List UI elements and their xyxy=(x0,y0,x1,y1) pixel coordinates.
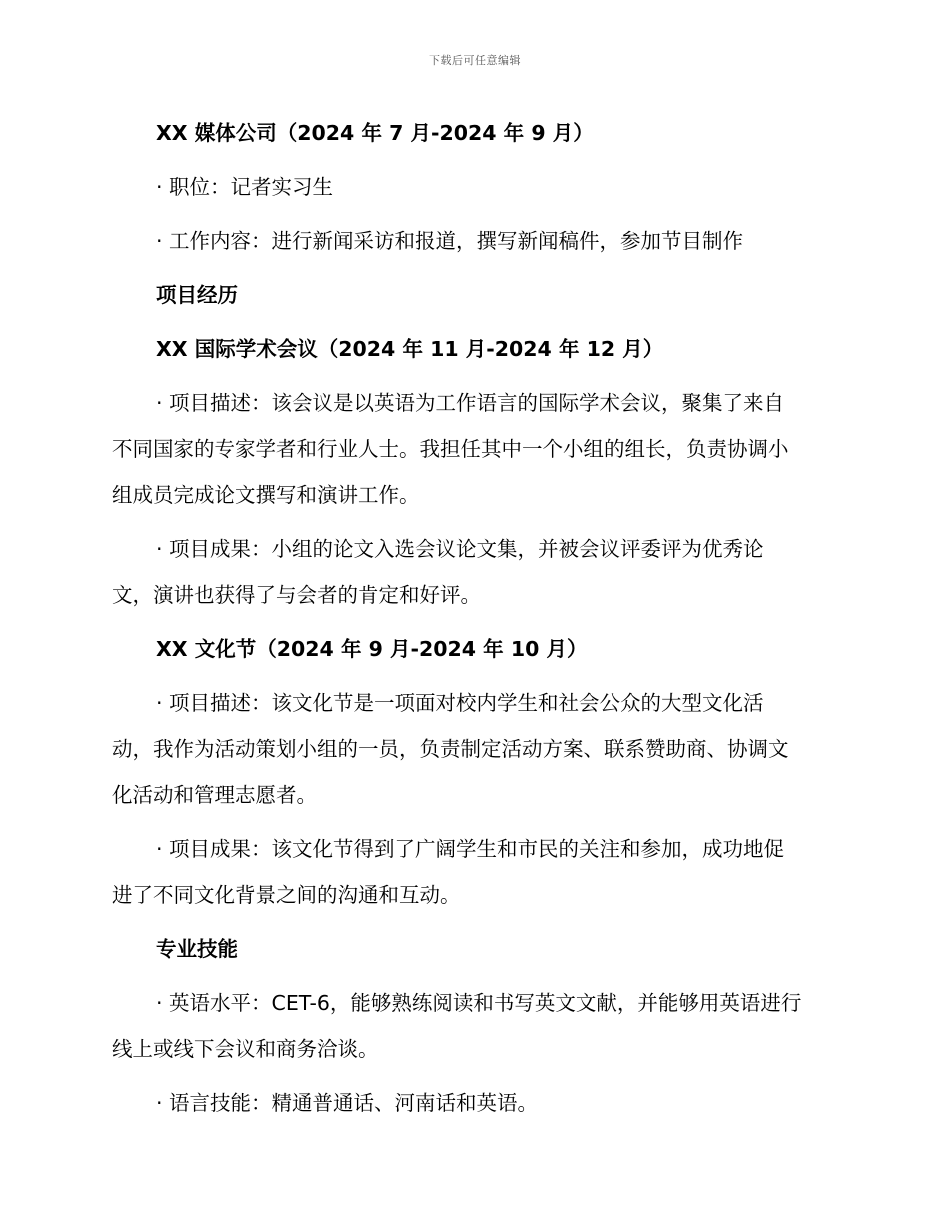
section-heading: XX 媒体公司（2024 年 7 月-2024 年 9 月） xyxy=(156,121,594,145)
section-heading: XX 文化节（2024 年 9 月-2024 年 10 月） xyxy=(156,637,588,661)
paragraph-line: · 项目成果：该文化节得到了广阔学生和市民的关注和参加，成功地促 xyxy=(156,837,785,861)
section-heading: 专业技能 xyxy=(156,937,238,961)
section-heading: XX 国际学术会议（2024 年 11 月-2024 年 12 月） xyxy=(156,337,664,361)
paragraph-line: · 项目描述：该会议是以英语为工作语言的国际学术会议，聚集了来自 xyxy=(156,391,785,415)
paragraph-line: 化活动和管理志愿者。 xyxy=(112,783,317,807)
paragraph-line: · 英语水平：CET-6，能够熟练阅读和书写英文文献，并能够用英语进行 xyxy=(156,991,802,1015)
paragraph-line: · 职位：记者实习生 xyxy=(156,175,334,199)
paragraph-line: · 工作内容：进行新闻采访和报道，撰写新闻稿件，参加节目制作 xyxy=(156,229,744,253)
paragraph-line: 线上或线下会议和商务洽谈。 xyxy=(112,1037,379,1061)
paragraph-line: 组成员完成论文撰写和演讲工作。 xyxy=(112,483,420,507)
paragraph-line: · 项目描述：该文化节是一项面对校内学生和社会公众的大型文化活 xyxy=(156,691,764,715)
paragraph-line: 进了不同文化背景之间的沟通和互动。 xyxy=(112,883,461,907)
paragraph-line: · 项目成果：小组的论文入选会议论文集，并被会议评委评为优秀论 xyxy=(156,537,764,561)
paragraph-line: 文，演讲也获得了与会者的肯定和好评。 xyxy=(112,583,481,607)
section-heading: 项目经历 xyxy=(156,283,238,307)
paragraph-line: 动，我作为活动策划小组的一员，负责制定活动方案、联系赞助商、协调文 xyxy=(112,737,789,761)
document-body xyxy=(112,110,836,1126)
paragraph-line: · 语言技能：精通普通话、河南话和英语。 xyxy=(156,1091,539,1115)
page-header-note: 下载后可任意编辑 xyxy=(429,54,521,67)
paragraph-line: 不同国家的专家学者和行业人士。我担任其中一个小组的组长，负责协调小 xyxy=(112,437,789,461)
